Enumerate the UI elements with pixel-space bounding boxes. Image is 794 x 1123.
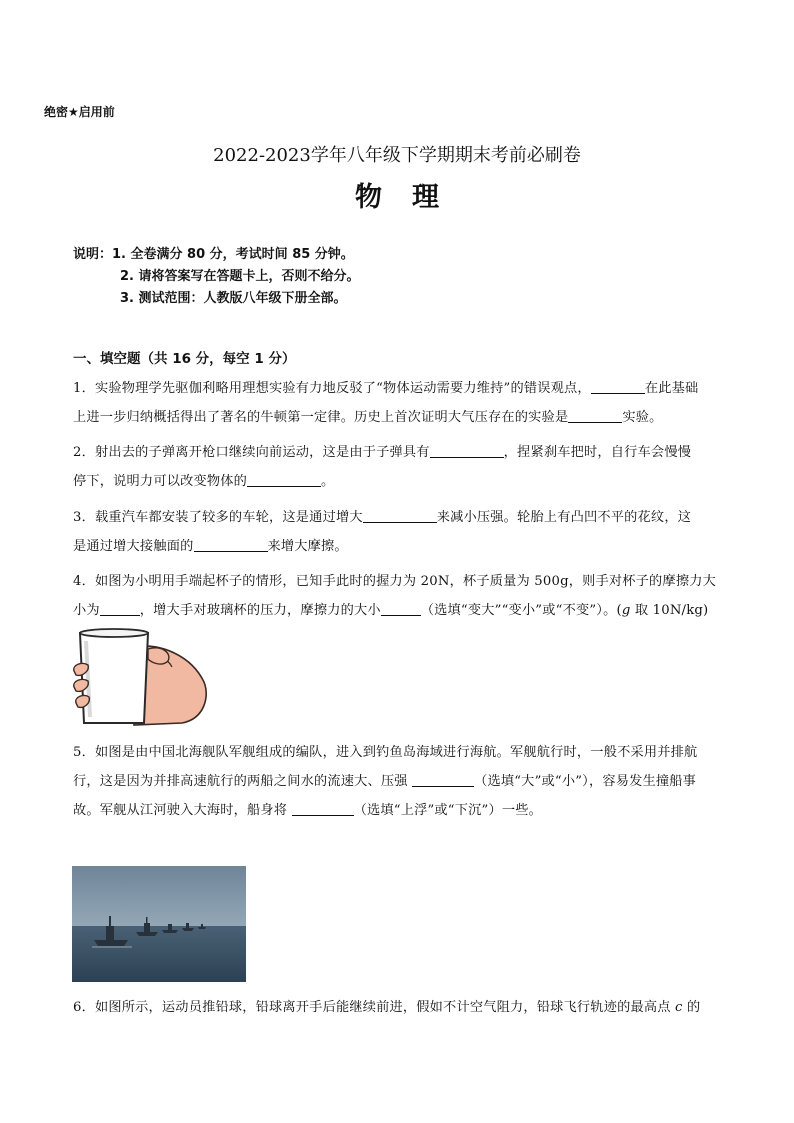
question-text: 2．射出去的子弹离开枪口继续向前运动，这是由于子弹具有 xyxy=(73,445,430,460)
ship-mast xyxy=(109,916,111,926)
cup-rim xyxy=(80,629,148,637)
question-line: 5．如图是由中国北海舰队军舰组成的编队，进入到钓鱼岛海域进行海航。军舰航行时，一般不采用并排航 xyxy=(73,745,698,760)
question-line xyxy=(73,532,723,561)
question-text: ，增大手对玻璃杯的压力，摩擦力的大小 xyxy=(139,603,381,618)
question-5 xyxy=(73,738,723,825)
sea xyxy=(72,926,246,982)
answer-blank[interactable] xyxy=(194,537,268,552)
question-3 xyxy=(73,503,723,561)
ship-superstructure xyxy=(168,924,172,930)
notes-prefix: 说明： xyxy=(73,247,113,262)
warship-fleet-image xyxy=(72,866,246,982)
sky xyxy=(72,866,246,926)
ship-hull xyxy=(198,927,206,929)
question-text: （选填“上浮”或“下沉”）一些。 xyxy=(353,803,543,818)
question-4 xyxy=(73,567,723,625)
question-2 xyxy=(73,438,723,496)
exam-title: 2022-2023学年八年级下学期期末考前必刷卷 xyxy=(213,145,581,166)
question-line xyxy=(73,767,723,796)
question-text: 在此基础 xyxy=(644,381,699,396)
answer-blank[interactable] xyxy=(591,379,645,394)
question-text: （选填“变大”“变小”或“不变”）。( xyxy=(420,603,622,618)
ship-hull xyxy=(162,930,178,933)
answer-blank[interactable] xyxy=(292,801,354,816)
question-text: 行，这是因为并排高速航行的两船之间水的流速大、压强 xyxy=(73,774,413,789)
question-text: 。 xyxy=(321,474,335,489)
question-line xyxy=(73,403,723,432)
question-text: 6．如图所示，运动员推铅球，铅球离开手后能继续前进，假如不计空气阻力，铅球飞行轨迹的最高点 xyxy=(73,1000,676,1015)
question-text: 的 xyxy=(682,1000,701,1015)
question-text: 上进一步归纳概括得出了著名的牛顿第一定律。历史上首次证明大气压存在的实验是 xyxy=(73,410,569,425)
question-text: 来增大摩擦。 xyxy=(267,539,348,554)
answer-blank[interactable] xyxy=(247,472,321,487)
exam-notes xyxy=(73,244,360,310)
section-heading: 一、填空题（共 16 分，每空 1 分） xyxy=(73,351,296,367)
question-6 xyxy=(73,993,723,1022)
question-line xyxy=(73,503,723,532)
question-line xyxy=(73,467,723,496)
ship-mast xyxy=(146,917,148,923)
ship-superstructure xyxy=(186,923,189,928)
question-text: 3．载重汽车都安装了较多的车轮，这是通过增大 xyxy=(73,510,363,525)
note-item: 3. 测试范围：人教版八年级下册全部。 xyxy=(120,291,347,306)
question-text: 停下，说明力可以改变物体的 xyxy=(73,474,248,489)
note-item: 1. 全卷满分 80 分，考试时间 85 分钟。 xyxy=(112,247,354,262)
confidential-label: 绝密★启用前 xyxy=(44,105,115,119)
question-line xyxy=(73,596,723,625)
note-row-2 xyxy=(73,266,360,288)
answer-blank[interactable] xyxy=(363,508,437,523)
ship-superstructure xyxy=(201,924,203,927)
question-line xyxy=(73,993,723,1022)
thumb-shape xyxy=(148,648,169,664)
ship-hull xyxy=(136,932,158,936)
question-text: 小为 xyxy=(73,603,100,618)
note-item: 2. 请将答案写在答题卡上，否则不给分。 xyxy=(120,269,360,284)
question-text: 故。军舰从江河驶入大海时，船身将 xyxy=(73,803,292,818)
answer-blank[interactable] xyxy=(381,601,421,616)
ship-superstructure xyxy=(144,923,150,932)
question-text: 是通过增大接触面的 xyxy=(73,539,194,554)
question-1 xyxy=(73,374,723,432)
ship-superstructure xyxy=(106,926,114,940)
question-text: （选填“大”或“小”），容易发生撞船事 xyxy=(474,774,697,789)
answer-blank[interactable] xyxy=(100,601,140,616)
question-line xyxy=(73,796,723,825)
question-text: 实验。 xyxy=(622,410,663,425)
note-row-3 xyxy=(73,288,360,310)
note-row-1 xyxy=(73,244,360,266)
answer-blank[interactable] xyxy=(412,772,474,787)
variable-g: g xyxy=(621,603,631,618)
question-text: 1．实验物理学先驱伽利略用理想实验有力地反驳了“物体运动需要力维持”的错误观点， xyxy=(73,381,591,396)
question-text: ，捏紧刹车把时，自行车会慢慢 xyxy=(503,445,692,460)
answer-blank[interactable] xyxy=(430,443,504,458)
question-text: 来减小压强。轮胎上有凸凹不平的花纹，这 xyxy=(436,510,692,525)
cup-in-hand-image xyxy=(72,627,212,727)
point-c-label: c xyxy=(675,1000,683,1015)
question-line xyxy=(73,374,723,403)
ship-hull xyxy=(94,940,128,946)
question-line xyxy=(73,438,723,467)
question-text: 取 10N/kg) xyxy=(630,603,709,618)
subject-title: 物理 xyxy=(355,182,469,213)
ship-hull xyxy=(182,928,194,931)
answer-blank[interactable] xyxy=(568,408,622,423)
question-line: 4．如图为小明用手端起杯子的情形，已知手此时的握力为 20N，杯子质量为 500g，则手对杯子的摩擦力大 xyxy=(73,574,716,589)
